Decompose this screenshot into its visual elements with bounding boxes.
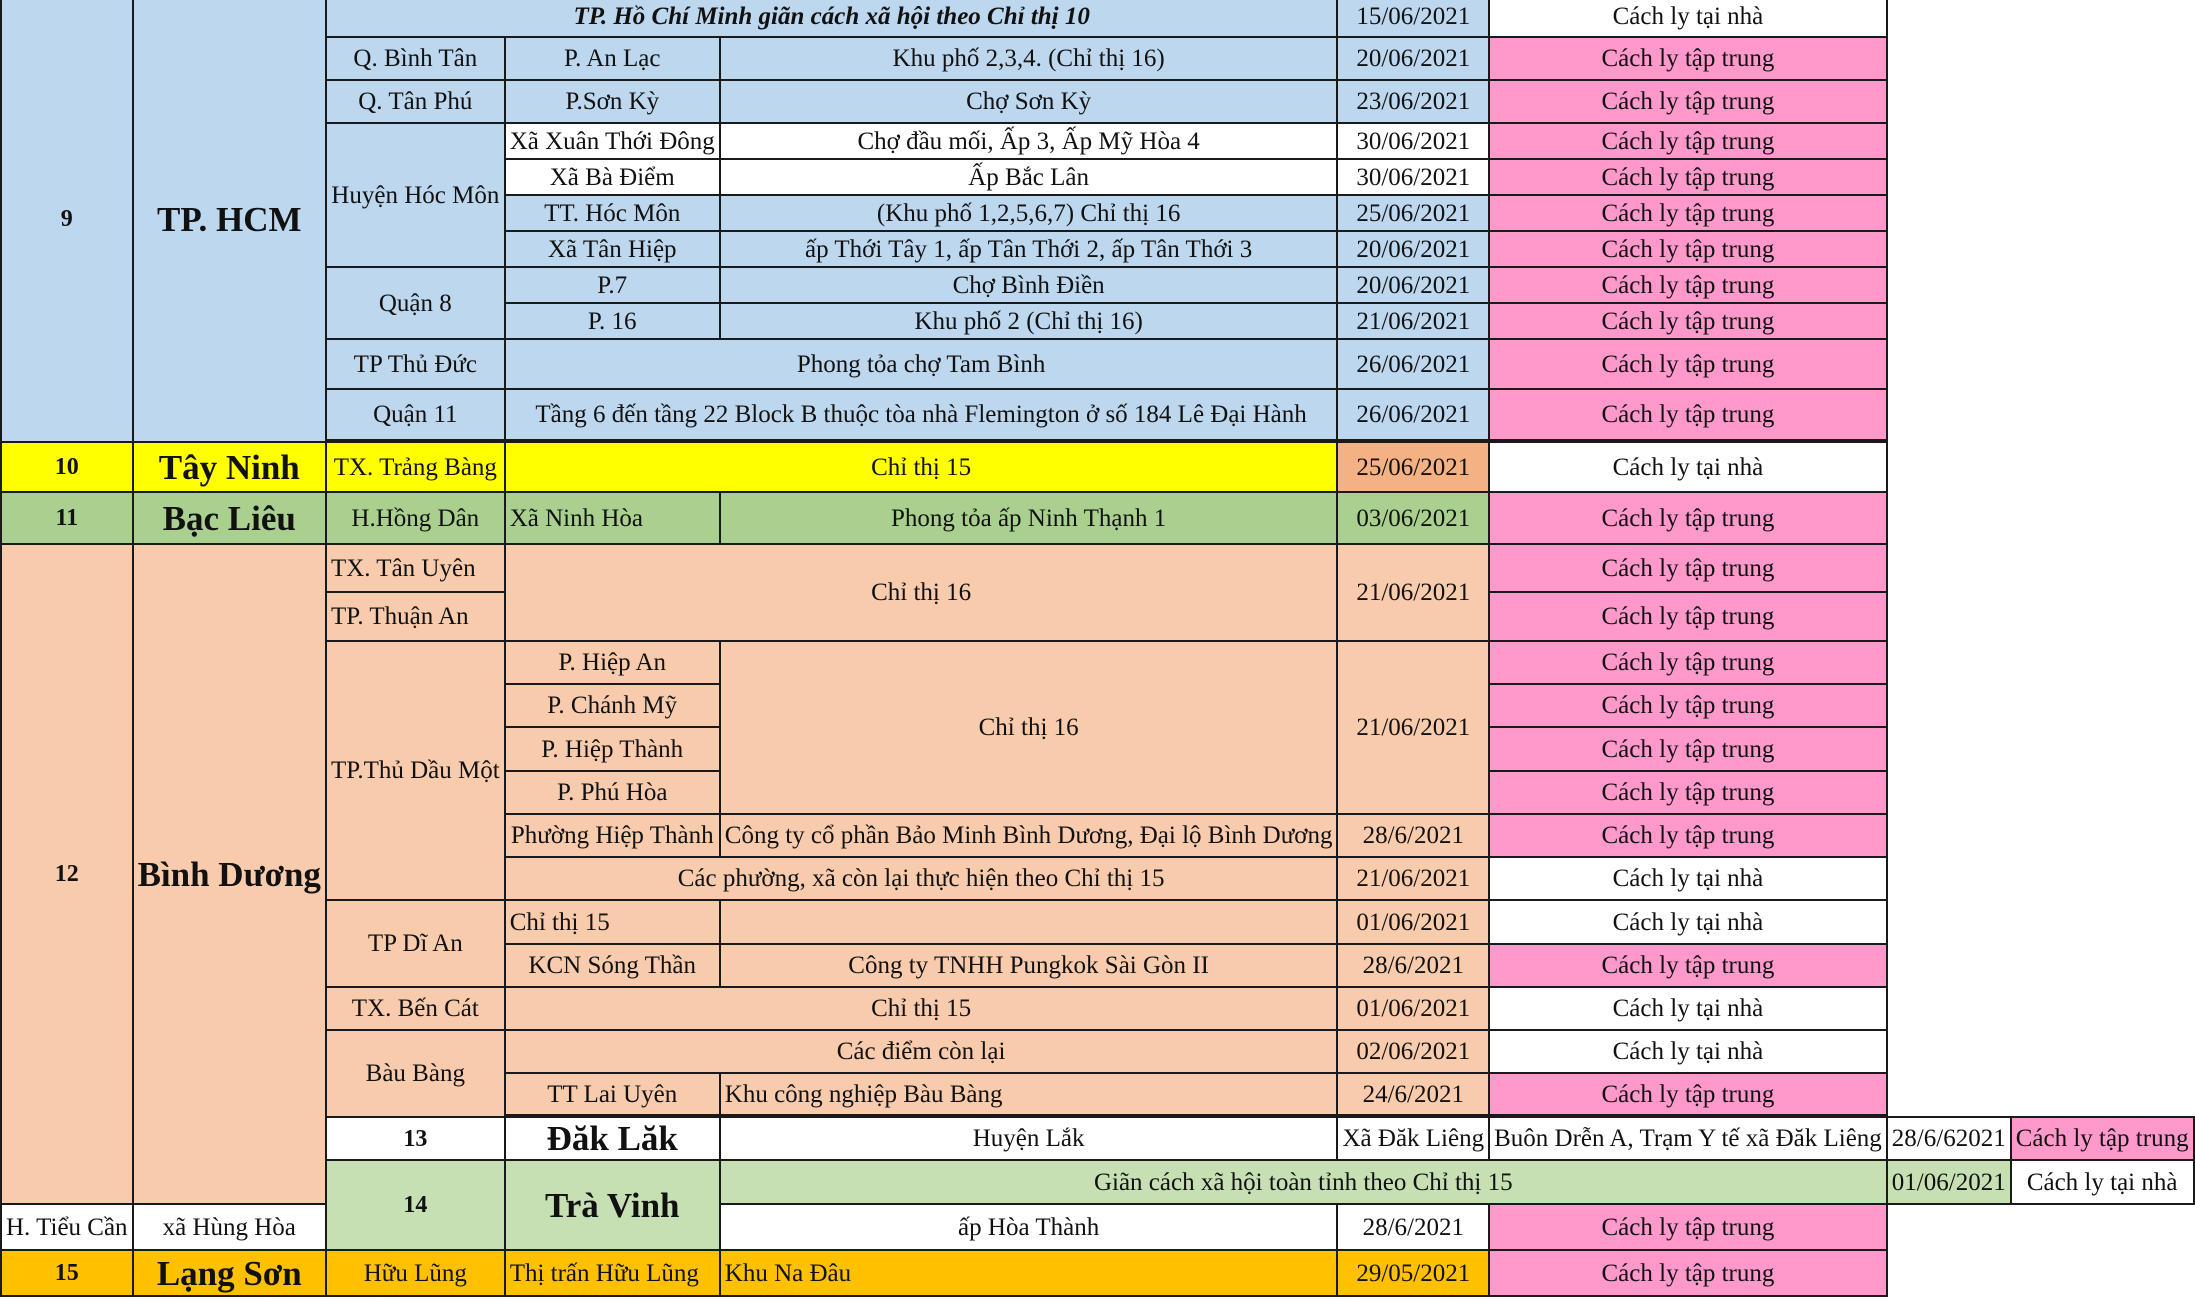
table-cell[interactable]: P.7 (505, 267, 720, 303)
table-cell[interactable]: 14 (326, 1160, 505, 1250)
table-cell[interactable]: 28/6/2021 (1337, 1204, 1489, 1250)
table-cell[interactable]: Cách ly tại nhà (2011, 1160, 2194, 1204)
table-cell[interactable]: TX. Trảng Bàng (326, 442, 505, 492)
table-cell[interactable]: Bàu Bàng (326, 1030, 505, 1117)
table-cell[interactable]: Chỉ thị 16 (505, 544, 1338, 641)
table-cell[interactable]: KCN Sóng Thần (505, 944, 720, 987)
table-cell[interactable]: Chợ Bình Điền (720, 267, 1338, 303)
table-cell[interactable]: Huyện Lắk (720, 1117, 1338, 1160)
table-cell[interactable]: Công ty TNHH Pungkok Sài Gòn II (720, 944, 1338, 987)
table-cell[interactable]: 15 (1, 1250, 133, 1296)
table-cell[interactable]: Cách ly tập trung (2011, 1117, 2194, 1160)
table-row (1, 442, 2194, 492)
table-cell[interactable]: ấp Hòa Thành (720, 1204, 1338, 1250)
table-row (1, 1160, 2194, 1204)
table-cell[interactable]: Q. Tân Phú (326, 80, 505, 123)
table-cell[interactable]: Bình Dương (133, 544, 326, 1204)
table-cell[interactable]: Cách ly tại nhà (1489, 900, 1887, 944)
table-cell[interactable]: 30/06/2021 (1337, 159, 1489, 195)
table-cell[interactable]: Khu Na Đâu (720, 1250, 1338, 1296)
table-row (1, 1030, 2194, 1073)
table-body (1, 0, 2194, 1296)
table-row (1, 80, 2194, 123)
table-cell[interactable]: Xã Bà Điểm (505, 159, 720, 195)
table-cell[interactable]: TP. Hồ Chí Minh giãn cách xã hội theo Chỉ thị 10 (326, 0, 1338, 37)
table-cell[interactable]: Cách ly tập trung (1489, 771, 1887, 814)
table-cell[interactable]: Lạng Sơn (133, 1250, 326, 1296)
table-row (1, 987, 2194, 1030)
table-cell[interactable]: xã Hùng Hòa (133, 1204, 326, 1250)
table-cell[interactable]: Cách ly tại nhà (1489, 442, 1887, 492)
table-cell[interactable]: 20/06/2021 (1337, 231, 1489, 267)
table-cell[interactable]: 29/05/2021 (1337, 1250, 1489, 1296)
table-cell[interactable]: Cách ly tập trung (1489, 267, 1887, 303)
table-cell[interactable]: Các điểm còn lại (505, 1030, 1338, 1073)
table-cell[interactable]: 25/06/2021 (1337, 442, 1489, 492)
table-cell[interactable]: 01/06/2021 (1337, 987, 1489, 1030)
table-cell[interactable] (720, 900, 1338, 944)
table-cell[interactable]: TT. Hóc Môn (505, 195, 720, 231)
table-cell[interactable]: H.Hồng Dân (326, 492, 505, 544)
table-row (1, 267, 2194, 303)
table-cell[interactable]: Trà Vinh (505, 1160, 720, 1250)
table-cell[interactable]: 02/06/2021 (1337, 1030, 1489, 1073)
table-row (1, 389, 2194, 440)
table-cell[interactable]: Giãn cách xã hội toàn tỉnh theo Chỉ thị 15 (720, 1160, 1887, 1204)
table-cell[interactable]: TP Thủ Đức (326, 339, 505, 389)
table-row (1, 492, 2194, 544)
table-cell[interactable]: Xã Xuân Thới Đông (505, 123, 720, 159)
table-cell[interactable]: 21/06/2021 (1337, 857, 1489, 900)
table-cell[interactable]: Cách ly tập trung (1489, 544, 1887, 592)
table-cell[interactable]: P. Hiệp Thành (505, 727, 720, 771)
table-cell[interactable]: 01/06/2021 (1337, 900, 1489, 944)
table-cell[interactable]: 21/06/2021 (1337, 544, 1489, 641)
table-cell[interactable]: 11 (1, 492, 133, 544)
table-cell[interactable]: Cách ly tập trung (1489, 641, 1887, 684)
table-cell[interactable]: 03/06/2021 (1337, 492, 1489, 544)
table-cell[interactable]: P. Chánh Mỹ (505, 684, 720, 727)
table-cell[interactable]: Khu phố 2,3,4. (Chỉ thị 16) (720, 37, 1338, 80)
table-cell[interactable]: TP.Thủ Dầu Một (326, 641, 505, 900)
table-cell[interactable]: Cách ly tập trung (1489, 492, 1887, 544)
table-cell[interactable]: TP. HCM (133, 0, 326, 442)
table-row (1, 339, 2194, 389)
table-cell[interactable]: TP. Thuận An (326, 592, 505, 641)
table-cell[interactable]: H. Tiểu Cần (1, 1204, 133, 1250)
table-row (1, 0, 2194, 37)
table-cell[interactable]: Cách ly tập trung (1489, 1250, 1887, 1296)
table-cell[interactable]: Quận 11 (326, 389, 505, 440)
table-cell[interactable]: 13 (326, 1117, 505, 1160)
table-cell[interactable]: Cách ly tập trung (1489, 727, 1887, 771)
table-cell[interactable]: 21/06/2021 (1337, 303, 1489, 339)
table-cell[interactable]: 28/6/2021 (1337, 814, 1489, 857)
table-cell[interactable]: Cách ly tập trung (1489, 814, 1887, 857)
table-cell[interactable]: Cách ly tập trung (1489, 37, 1887, 80)
table-cell[interactable]: 30/06/2021 (1337, 123, 1489, 159)
table-cell[interactable]: Chỉ thị 15 (505, 987, 1338, 1030)
table-cell[interactable]: Cách ly tập trung (1489, 303, 1887, 339)
table-row (1, 123, 2194, 159)
table-cell[interactable]: 20/06/2021 (1337, 267, 1489, 303)
table-row (1, 1250, 2194, 1296)
table-cell[interactable]: TP Dĩ An (326, 900, 505, 987)
table-cell[interactable]: P. Phú Hòa (505, 771, 720, 814)
table-cell[interactable]: Cách ly tập trung (1489, 684, 1887, 727)
table-cell[interactable]: 25/06/2021 (1337, 195, 1489, 231)
table-cell[interactable]: 01/06/2021 (1887, 1160, 2011, 1204)
table-cell[interactable]: 24/6/2021 (1337, 1073, 1489, 1115)
table-cell[interactable]: Quận 8 (326, 267, 505, 339)
table-cell[interactable]: 28/6/62021 (1887, 1117, 2011, 1160)
table-cell[interactable]: Hữu Lũng (326, 1250, 505, 1296)
table-cell[interactable]: Cách ly tập trung (1489, 944, 1887, 987)
table-cell[interactable]: 10 (1, 442, 133, 492)
table-cell[interactable]: Phong tỏa chợ Tam Bình (505, 339, 1338, 389)
table-cell[interactable]: (Khu phố 1,2,5,6,7) Chỉ thị 16 (720, 195, 1338, 231)
table-cell[interactable]: Xã Ninh Hòa (505, 492, 720, 544)
table-row (1, 544, 2194, 592)
table-cell[interactable]: Cách ly tập trung (1489, 592, 1887, 641)
table-cell[interactable]: Cách ly tập trung (1489, 195, 1887, 231)
table-cell[interactable]: Chỉ thị 15 (505, 442, 1338, 492)
table-cell[interactable]: Chợ Sơn Kỳ (720, 80, 1338, 123)
table-cell[interactable]: Xã Đăk Liêng (1337, 1117, 1489, 1160)
table-cell[interactable]: 20/06/2021 (1337, 37, 1489, 80)
table-cell[interactable]: Cách ly tập trung (1489, 159, 1887, 195)
table-cell[interactable]: Khu công nghiệp Bàu Bàng (720, 1073, 1338, 1115)
table-cell[interactable]: 9 (1, 0, 133, 442)
table-cell[interactable]: Cách ly tại nhà (1489, 857, 1887, 900)
table-cell[interactable]: TX. Bến Cát (326, 987, 505, 1030)
table-cell[interactable]: P. An Lạc (505, 37, 720, 80)
table-cell[interactable]: Phường Hiệp Thành (505, 814, 720, 857)
table-cell[interactable]: Cách ly tập trung (1489, 339, 1887, 389)
table-cell[interactable]: 26/06/2021 (1337, 339, 1489, 389)
table-cell[interactable]: Công ty cổ phần Bảo Minh Bình Dương, Đại lộ Bình Dương (720, 814, 1338, 857)
table-cell[interactable]: Chợ đầu mối, Ấp 3, Ấp Mỹ Hòa 4 (720, 123, 1338, 159)
table-cell[interactable]: Bạc Liêu (133, 492, 326, 544)
table-cell[interactable]: P.Sơn Kỳ (505, 80, 720, 123)
table-cell[interactable]: P. 16 (505, 303, 720, 339)
table-cell[interactable]: Cách ly tại nhà (1489, 987, 1887, 1030)
table-cell[interactable]: Ấp Bắc Lân (720, 159, 1338, 195)
table-cell[interactable]: Thị trấn Hữu Lũng (505, 1250, 720, 1296)
table-cell[interactable]: Cách ly tập trung (1489, 80, 1887, 123)
table-cell[interactable]: Xã Tân Hiệp (505, 231, 720, 267)
table-cell[interactable]: 28/6/2021 (1337, 944, 1489, 987)
table-row (1, 900, 2194, 944)
table-cell[interactable]: Cách ly tại nhà (1489, 0, 1887, 37)
table-cell[interactable]: Tầng 6 đến tầng 22 Block B thuộc tòa nhà Flemington ở số 184 Lê Đại Hành (505, 389, 1338, 440)
table-cell[interactable]: TT Lai Uyên (505, 1073, 720, 1115)
table-cell[interactable]: Cách ly tập trung (1489, 1073, 1887, 1115)
table-cell[interactable]: 12 (1, 544, 133, 1204)
table-cell[interactable]: Khu phố 2 (Chỉ thị 16) (720, 303, 1338, 339)
table-cell[interactable]: Buôn Drễn A, Trạm Y tế xã Đăk Liêng (1489, 1117, 1887, 1160)
table-row (1, 641, 2194, 684)
table-cell[interactable]: Cách ly tại nhà (1489, 1030, 1887, 1073)
table-cell[interactable]: Cách ly tập trung (1489, 1204, 1887, 1250)
table-cell[interactable]: Phong tỏa ấp Ninh Thạnh 1 (720, 492, 1338, 544)
table-cell[interactable]: 21/06/2021 (1337, 641, 1489, 814)
table-cell[interactable]: Cách ly tập trung (1489, 123, 1887, 159)
table-cell[interactable]: Tây Ninh (133, 442, 326, 492)
table-cell[interactable]: ấp Thới Tây 1, ấp Tân Thới 2, ấp Tân Thới 3 (720, 231, 1338, 267)
table-row (1, 1117, 2194, 1160)
table-cell[interactable]: Q. Bình Tân (326, 37, 505, 80)
table-cell[interactable]: Đăk Lăk (505, 1117, 720, 1160)
table-cell[interactable]: Chỉ thị 15 (505, 900, 720, 944)
table-cell[interactable]: Cách ly tập trung (1489, 389, 1887, 440)
table-cell[interactable]: Cách ly tập trung (1489, 231, 1887, 267)
table-cell[interactable]: Các phường, xã còn lại thực hiện theo Chỉ thị 15 (505, 857, 1338, 900)
table-cell[interactable]: P. Hiệp An (505, 641, 720, 684)
table-cell[interactable]: Chỉ thị 16 (720, 641, 1338, 814)
table-cell[interactable]: Huyện Hóc Môn (326, 123, 505, 267)
table-row (1, 37, 2194, 80)
table-cell[interactable]: 23/06/2021 (1337, 80, 1489, 123)
table-cell[interactable]: 26/06/2021 (1337, 389, 1489, 440)
table-cell[interactable]: TX. Tân Uyên (326, 544, 505, 592)
table-cell[interactable]: 15/06/2021 (1337, 0, 1489, 37)
